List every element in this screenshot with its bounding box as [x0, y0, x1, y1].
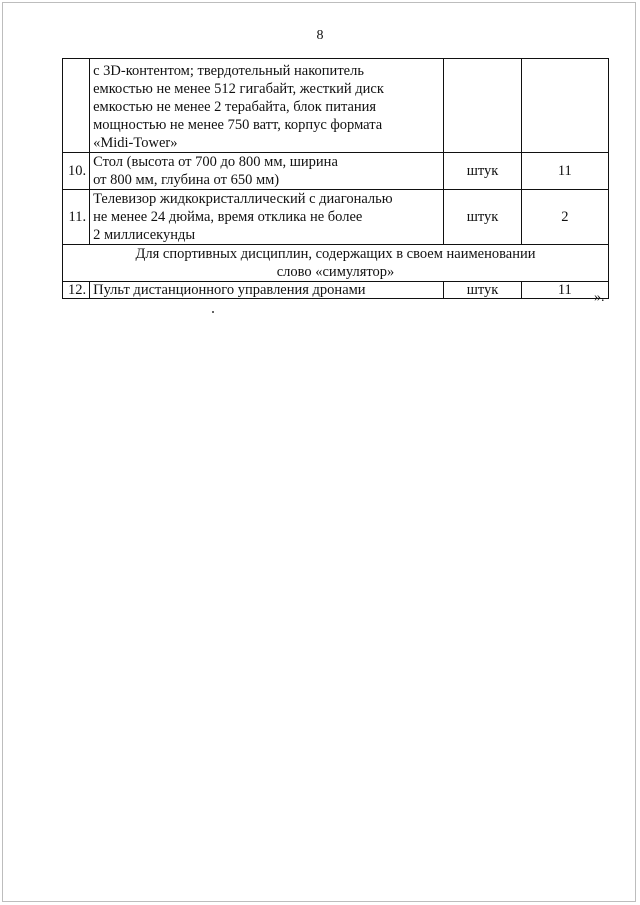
section-header — [63, 245, 609, 282]
item-description — [90, 59, 444, 153]
equipment-table — [62, 58, 609, 299]
unit-cell: штук — [444, 282, 521, 299]
table-row — [63, 190, 609, 245]
table-row — [63, 282, 609, 299]
quantity-cell: 11 — [521, 153, 608, 190]
row-number: 12. — [63, 282, 90, 299]
description-line: емкостью не менее 512 гигабайт, жесткий диск — [93, 81, 384, 97]
row-number: 10. — [63, 153, 90, 190]
description-line: Стол (высота от 700 до 800 мм, ширина — [93, 154, 338, 170]
description-line: не менее 24 дюйма, время отклика не более — [93, 209, 363, 225]
quantity-cell — [521, 59, 608, 153]
table-row — [63, 153, 609, 190]
scan-speck — [212, 311, 214, 313]
page-number: 8 — [316, 28, 324, 43]
closing-quote-mark: ». — [594, 290, 605, 305]
quantity-cell: 2 — [521, 190, 608, 245]
description-line: 2 миллисекунды — [93, 227, 196, 243]
description-line: от 800 мм, глубина от 650 мм) — [93, 172, 280, 188]
item-description — [90, 153, 444, 190]
table-row-continuation — [63, 59, 609, 153]
row-number-cell — [63, 59, 90, 153]
item-description: Пульт дистанционного управления дронами — [90, 282, 444, 299]
item-description — [90, 190, 444, 245]
description-line: с 3D-контентом; твердотельный накопитель — [93, 63, 364, 79]
unit-cell: штук — [444, 190, 521, 245]
description-line: мощностью не менее 750 ватт, корпус формата — [93, 117, 383, 133]
section-header-line: Для спортивных дисциплин, содержащих в своем наименовании — [135, 246, 536, 262]
description-line: «Midi-Tower» — [93, 135, 178, 151]
row-number: 11. — [63, 190, 90, 245]
section-header-line: слово «симулятор» — [276, 264, 395, 280]
unit-cell: штук — [444, 153, 521, 190]
quantity-cell: 11 — [521, 282, 608, 299]
unit-cell — [444, 59, 521, 153]
description-line: Телевизор жидкокристаллический с диагональю — [93, 191, 393, 207]
description-line: емкостью не менее 2 терабайта, блок питания — [93, 99, 377, 115]
section-header-row — [63, 245, 609, 282]
